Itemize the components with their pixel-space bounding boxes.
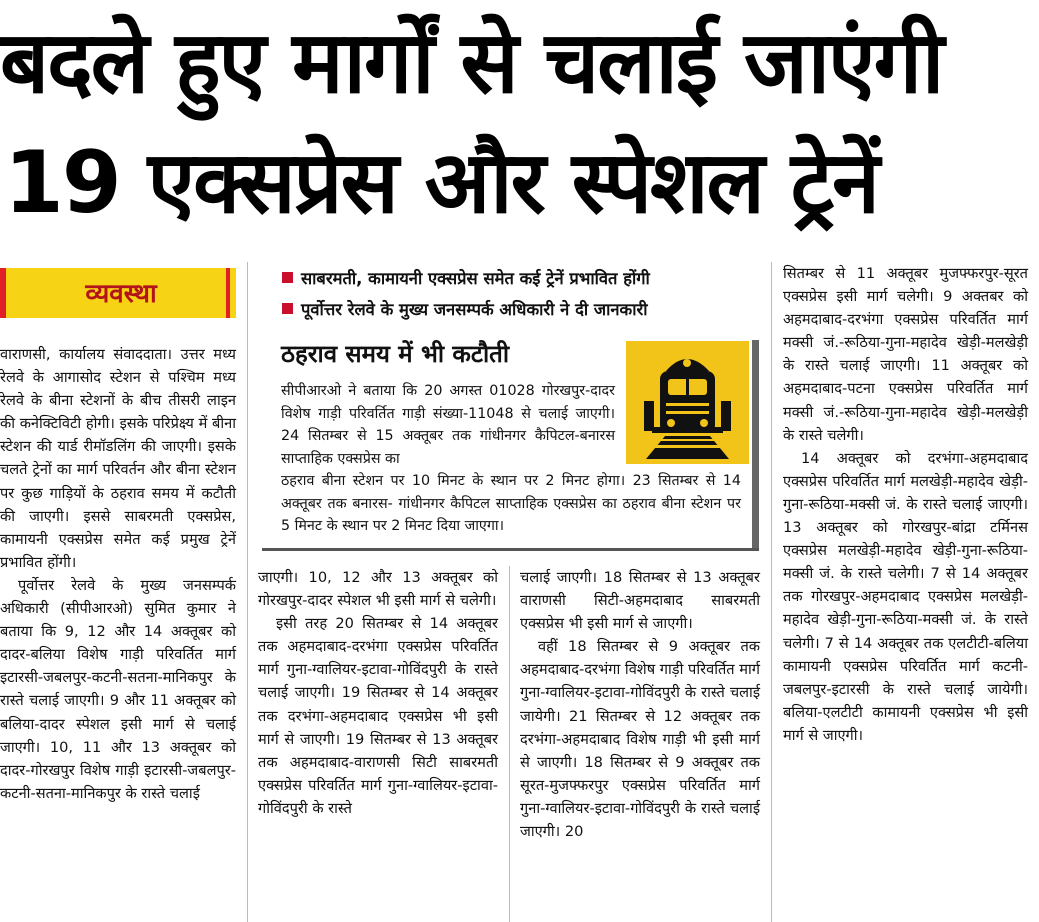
column-4-paragraph-1: सितम्बर से 11 अक्तूबर मुजफ्फरपुर-सूरत एक्सप्रेस इसी मार्ग चलेगी। 9 अक्तबर को अहमदाबाद-दरभंगा एक्सप्रेस परिवर्तित मार्ग मक्सी जं.-रूठिया-गुना-महादेव खेड़ी-मलखेड़ी के रास्ते चलाई जाएगी। 11 अक्तूबर को अहमदाबाद-पटना एक्सप्रेस परिवर्तित मार्ग मक्सी जं.-रूठिया-गुना-महादेव खेड़ी-मलखेड़ी के रास्ते चलेगी। [783,265,1028,444]
column-1-paragraph-2: पूर्वोत्तर रेलवे के मुख्य जनसम्पर्क अधिकारी (सीपीआरओ) सुमित कुमार ने बताया कि 9, 12 और 14 अक्तूबर को दादर-बलिया विशेष गाड़ी परिवर्तित मार्ग इटारसी-जबलपुर-कटनी-सतना-मानिकपुर के रास्ते चलाई जाएगी। 9 और 11 अक्तूबर को बलिया-दादर स्पेशल इसी मार्ग से चलाई जाएगी। 10, 11 और 13 अक्तूबर को दादर-गोरखपुर विशेष गाड़ी इटारसी-जबलपुर-कटनी-सतना-मानिकपुर के रास्ते चलाई [0,576,236,802]
bullet-1-text: साबरमती, कामायनी एक्सप्रेस समेत कई ट्रेनें प्रभावित होंगी [301,269,650,288]
bullet-2-text: पूर्वोत्तर रेलवे के मुख्य जनसम्पर्क अधिकारी ने दी जानकारी [301,300,648,319]
bullet-2 [282,297,648,320]
headline-line-1: बदले हुए मार्गों से चलाई जाएंगी [0,13,943,113]
column-3-paragraph-1: चलाई जाएगी। 18 सितम्बर से 13 अक्तूबर वाराणसी सिटी-अहमदाबाद साबरमती एक्सप्रेस भी इसी मार्ग से जाएगी। [520,569,760,633]
bullet-square-icon [282,303,293,314]
article-column-1 [0,343,236,805]
train-icon [626,341,749,464]
column-4-paragraph-2: 14 अक्तूबर को दरभंगा-अहमदाबाद एक्सप्रेस परिवर्तित मार्ग मलखेड़ी-महादेव खेड़ी-गुना-रूठिया-मक्सी जं. के रास्ते चलाई जाएगी। 13 अक्तूबर को गोरखपुर-बांद्रा टर्मिनस एक्सप्रेस मलखेड़ी-महादेव खेड़ी-गुना-रूठिया-मक्सी जं. के रास्ते चलेगी। 7 से 14 अक्तूबर तक गोरखपुर-अहमदाबाद एक्सप्रेस मलखेड़ी-महादेव खेड़ी-गुना-रूठिया-मक्सी जं. के रास्ते चलेगी। 7 से 14 अक्तूबर तक एलटीटी-बलिया कामायनी एक्सप्रेस परिवर्तित मार्ग कटनी-जबलपुर-इटारसी के रास्ते चलाई जायेगी। बलिया-एलटीटी कामायनी एक्सप्रेस भी इसी मार्ग से जाएगी। [783,449,1028,744]
headline-line-2: 19 एक्सप्रेस और स्पेशल ट्रेनें [4,133,878,233]
info-box-subhead: ठहराव समय में भी कटौती [281,340,510,368]
column-3-paragraph-2: वहीं 18 सितम्बर से 9 अक्तूबर तक अहमदाबाद-दरभंगा विशेष गाड़ी परिवर्तित मार्ग गुना-ग्वालियर-इटावा-गोविंदपुरी के रास्ते चलाई जायेगी। 21 सितम्बर से 12 अक्तूबर तक दरभंगा-अहमदाबाद विशेष गाड़ी भी इसी मार्ग से जाएगी। 18 सितम्बर से 9 अक्तूबर तक सूरत-मुजफ्फरपुर एक्सप्रेस परिवर्तित मार्ग गुना-ग्वालियर-इटावा-गोविंदपुरी के रास्ते चलाई जाएगी। 20 [520,638,760,841]
section-tag [0,268,236,318]
column-2-paragraph-1: जाएगी। 10, 12 और 13 अक्तूबर को गोरखपुर-दादर स्पेशल भी इसी मार्ग से चलेगी। [258,569,498,610]
bullet-1 [282,266,650,289]
column-divider [771,262,772,922]
info-box-shadow [752,340,759,548]
column-divider [509,566,510,922]
article-column-2 [258,566,498,820]
article-column-4 [783,262,1028,747]
bullet-square-icon [282,272,293,283]
article-column-3 [520,566,760,843]
info-box-text-1: सीपीआरओ ने बताया कि 20 अगस्त 01028 गोरखपुर-दादर विशेष गाड़ी परिवर्तित गाड़ी संख्या-11048 से चलाई जाएगी। 24 सितम्बर से 15 अक्तूबर तक गांधीनगर कैपिटल-बनारस साप्ताहिक एक्सप्रेस का [281,383,615,467]
section-tag-label: व्यवस्था [85,279,157,309]
info-box-text-2: ठहराव बीना स्टेशन पर 10 मिनट के स्थान पर 2 मिनट होगा। 23 सितम्बर से 14 अक्तूबर तक बनारस- गांधीनगर कैपिटल साप्ताहिक एक्सप्रेस का ठहराव बीना स्टेशन पर 5 मिनट के स्थान पर 2 मिनट दिया जाएगा। [281,473,741,534]
column-1-paragraph-1: वाराणसी, कार्यालय संवाददाता। उत्तर मध्य रेलवे के आगासोद स्टेशन से पश्चिम मध्य रेलवे के बीना स्टेशनों के बीच तीसरी लाइन की कनेक्टिविटी होगी। इसके परिप्रेक्ष्य में बीना स्टेशन की यार्ड रीमॉडलिंग की जाएगी। इसके चलते ट्रेनों का मार्ग परिवर्तन और बीना स्टेशन पर कुछ गाड़ियों के ठहराव समय में कटौती की जाएगी। इससे साबरमती एक्सप्रेस, कामायनी एक्सप्रेस समेत कई प्रमुख ट्रेनें प्रभावित होंगी। [0,346,236,571]
column-2-paragraph-2: इसी तरह 20 सितम्बर से 14 अक्तूबर तक अहमदाबाद-दरभंगा एक्सप्रेस परिवर्तित मार्ग गुना-ग्वालियर-इटावा-गोविंदपुरी के रास्ते चलाई जाएगी। 19 सितम्बर से 14 अक्तूबर तक दरभंगा-अहमदाबाद एक्सप्रेस भी इसी मार्ग से जाएगी। 19 सितम्बर से 13 अक्तूबर तक अहमदाबाद-वाराणसी सिटी साबरमती एक्सप्रेस परिवर्तित मार्ग गुना-ग्वालियर-इटावा-गोविंदपुरी के रास्ते [258,615,498,817]
column-divider [247,262,248,922]
section-tag-bar [226,268,230,318]
